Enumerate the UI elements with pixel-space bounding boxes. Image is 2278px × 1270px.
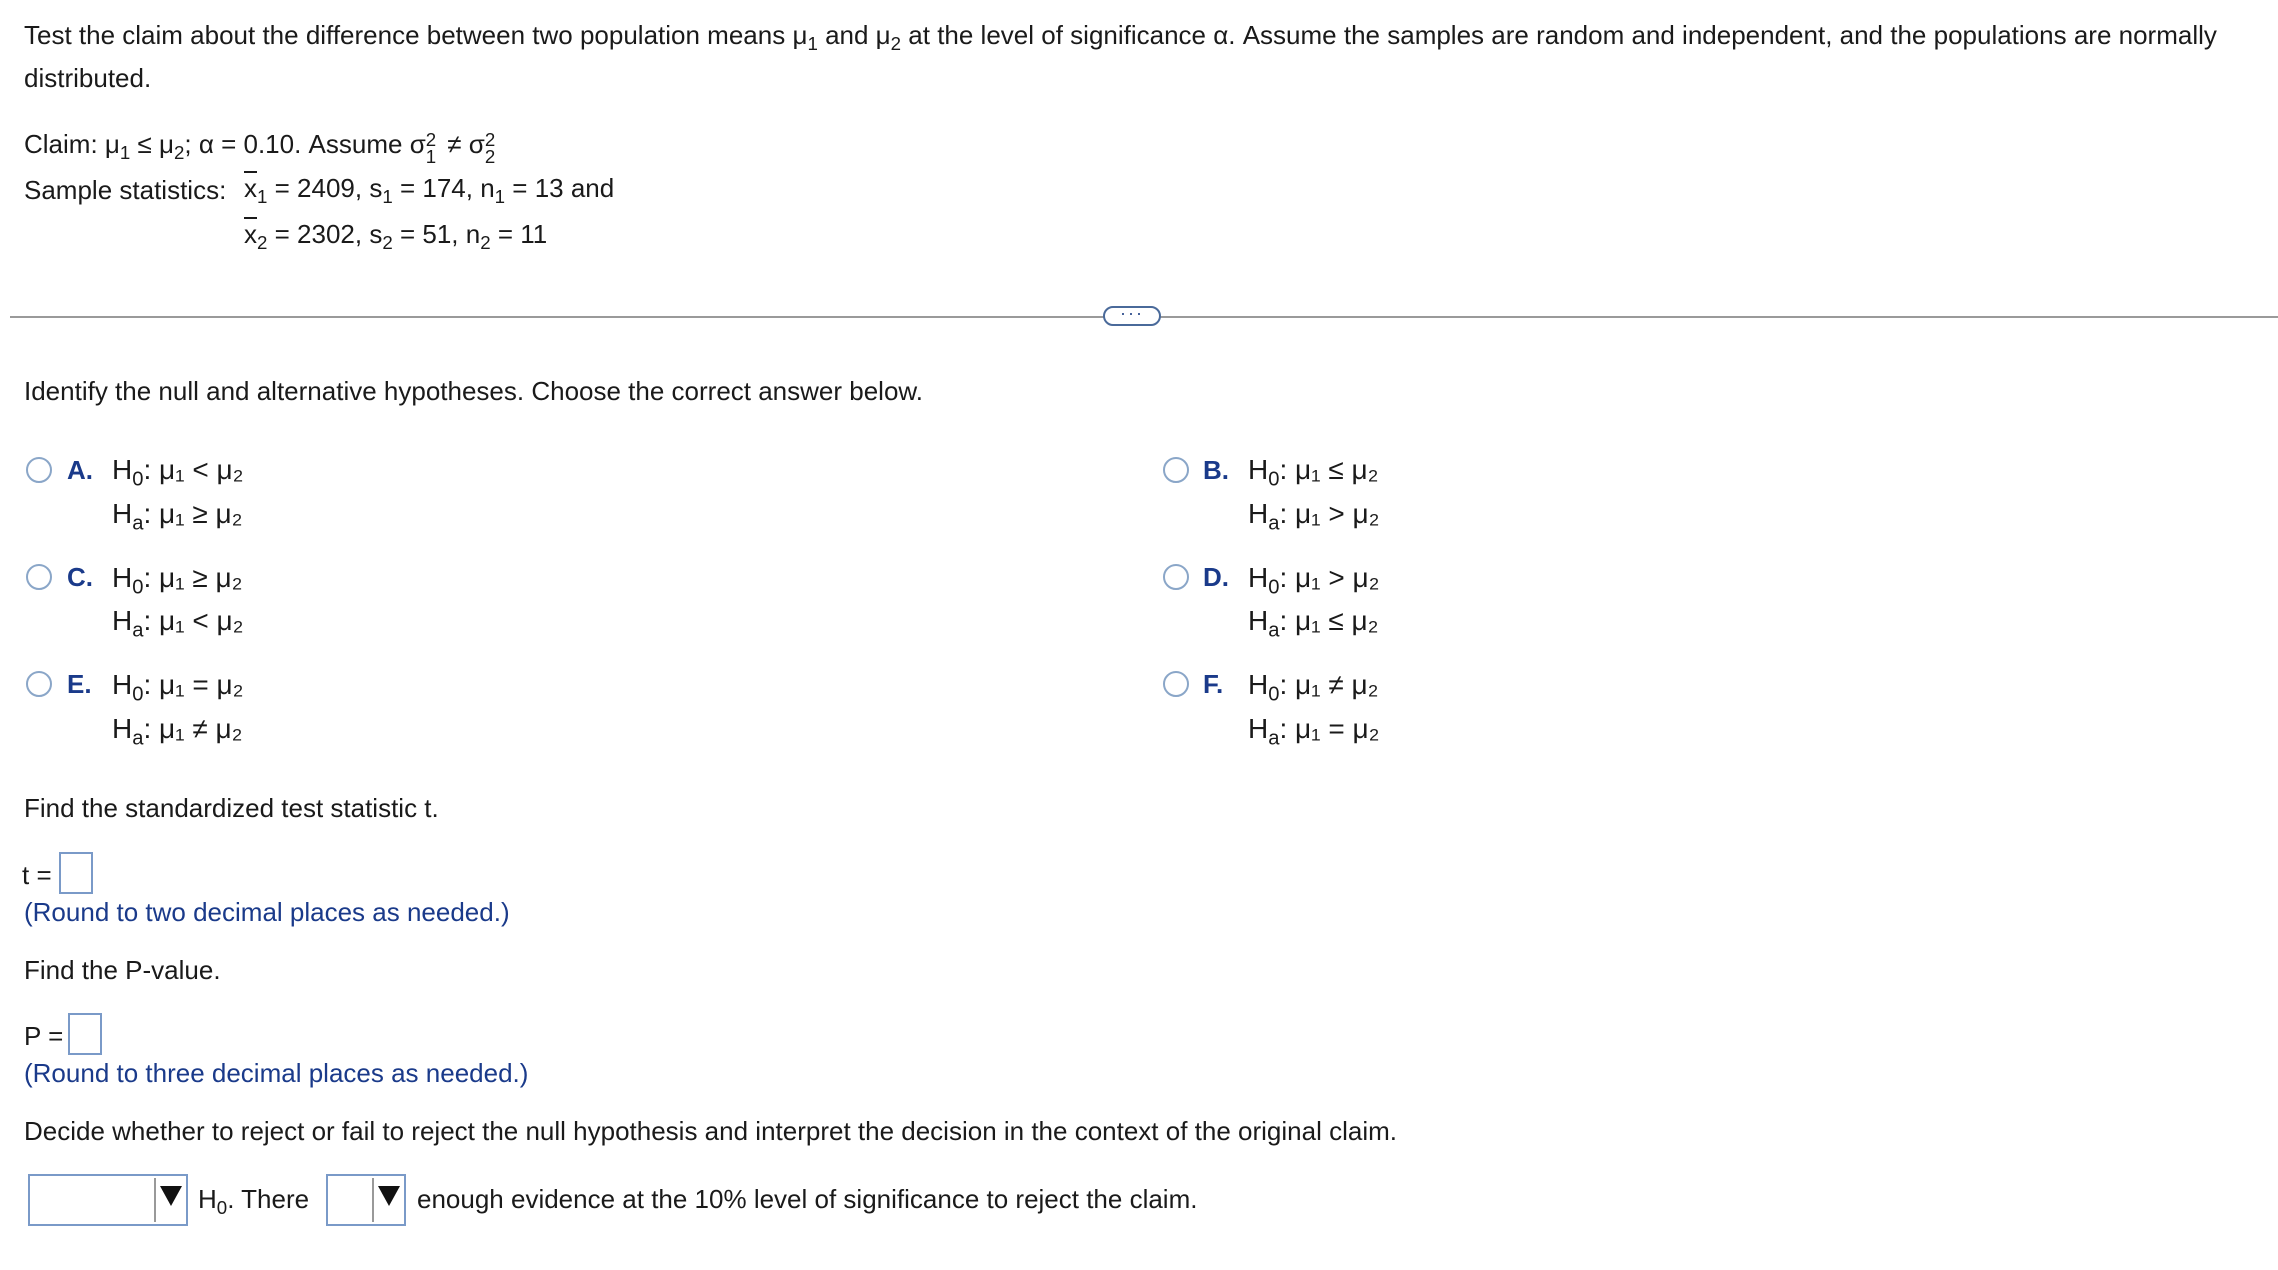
- option-c-ha: $H_a$: μ₁ < μ₂: [112, 605, 244, 642]
- decision-dropdown[interactable]: [28, 1174, 188, 1226]
- option-b-ha: $H_a$: μ₁ > μ₂: [1248, 498, 1380, 535]
- t-rounding-hint: (Round to two decimal places as needed.): [24, 897, 510, 927]
- hypotheses-question: Identify the null and alternative hypotheses. Choose the correct answer below.: [24, 376, 923, 406]
- test-statistic-question: Find the standardized test statistic t.: [24, 793, 439, 823]
- option-a-letter: A.: [67, 455, 93, 485]
- chevron-down-icon: [378, 1186, 400, 1206]
- decision-question: Decide whether to reject or fail to reject the null hypothesis and interpret the decision in the context of the original claim.: [24, 1116, 1397, 1146]
- p-input[interactable]: [68, 1013, 102, 1055]
- option-b-radio[interactable]: [1163, 457, 1189, 483]
- p-label: P =: [24, 1021, 64, 1051]
- problem-statement: Test the claim about the difference between two population means $\mu_1$ and $\mu_2$ at the level of significance α. Assume the samples are random and independent, and the populations are normally: [24, 20, 2217, 54]
- option-d-ha: $H_a$: μ₁ ≤ μ₂: [1248, 605, 1379, 642]
- option-d-letter: D.: [1203, 562, 1229, 592]
- t-input[interactable]: [59, 852, 93, 894]
- option-d-h0: $H_0$: μ₁ > μ₂: [1248, 562, 1380, 599]
- option-a-h0: $H_0$: μ₁ < μ₂: [112, 454, 244, 491]
- option-e-ha: $H_a$: μ₁ ≠ μ₂: [112, 713, 243, 750]
- option-e-radio[interactable]: [26, 671, 52, 697]
- option-e-letter: E.: [67, 669, 92, 699]
- option-a-ha: $H_a$: μ₁ ≥ μ₂: [112, 498, 243, 535]
- option-c-letter: C.: [67, 562, 93, 592]
- chevron-down-icon: [160, 1186, 182, 1206]
- h0-text: $H_0$. There: [198, 1184, 310, 1218]
- evidence-dropdown[interactable]: [326, 1174, 406, 1226]
- more-options-button[interactable]: ···: [1103, 306, 1161, 326]
- sample-statistics-label: Sample statistics:: [24, 175, 227, 205]
- option-c-h0: $H_0$: μ₁ ≥ μ₂: [112, 562, 243, 599]
- problem-statement-cont: distributed.: [24, 63, 152, 93]
- sample-1-statistics: $\overline{x}_1 = 2409$, $s_1 = 174$, $n_1 = 13$ and: [244, 173, 615, 207]
- decision-conclusion-text: enough evidence at the 10% level of significance to reject the claim.: [417, 1184, 1198, 1214]
- option-d-radio[interactable]: [1163, 564, 1189, 590]
- p-value-question: Find the P-value.: [24, 955, 221, 985]
- p-rounding-hint: (Round to three decimal places as needed.): [24, 1058, 529, 1088]
- option-a-radio[interactable]: [26, 457, 52, 483]
- option-f-ha: $H_a$: μ₁ = μ₂: [1248, 713, 1380, 750]
- option-f-radio[interactable]: [1163, 671, 1189, 697]
- t-label: t =: [22, 860, 52, 890]
- option-b-h0: $H_0$: μ₁ ≤ μ₂: [1248, 454, 1379, 491]
- option-b-letter: B.: [1203, 455, 1229, 485]
- claim-line: Claim: $\mu_1 \le \mu_2$; α = 0.10. Assume σ 2 1 ≠ σ 2 2: [24, 128, 496, 167]
- option-f-letter: F.: [1203, 669, 1224, 699]
- sample-2-statistics: $\overline{x}_2 = 2302$, $s_2 = 51$, $n_2 = 11$: [244, 219, 548, 253]
- option-c-radio[interactable]: [26, 564, 52, 590]
- option-f-h0: $H_0$: μ₁ ≠ μ₂: [1248, 669, 1379, 706]
- option-e-h0: $H_0$: μ₁ = μ₂: [112, 669, 244, 706]
